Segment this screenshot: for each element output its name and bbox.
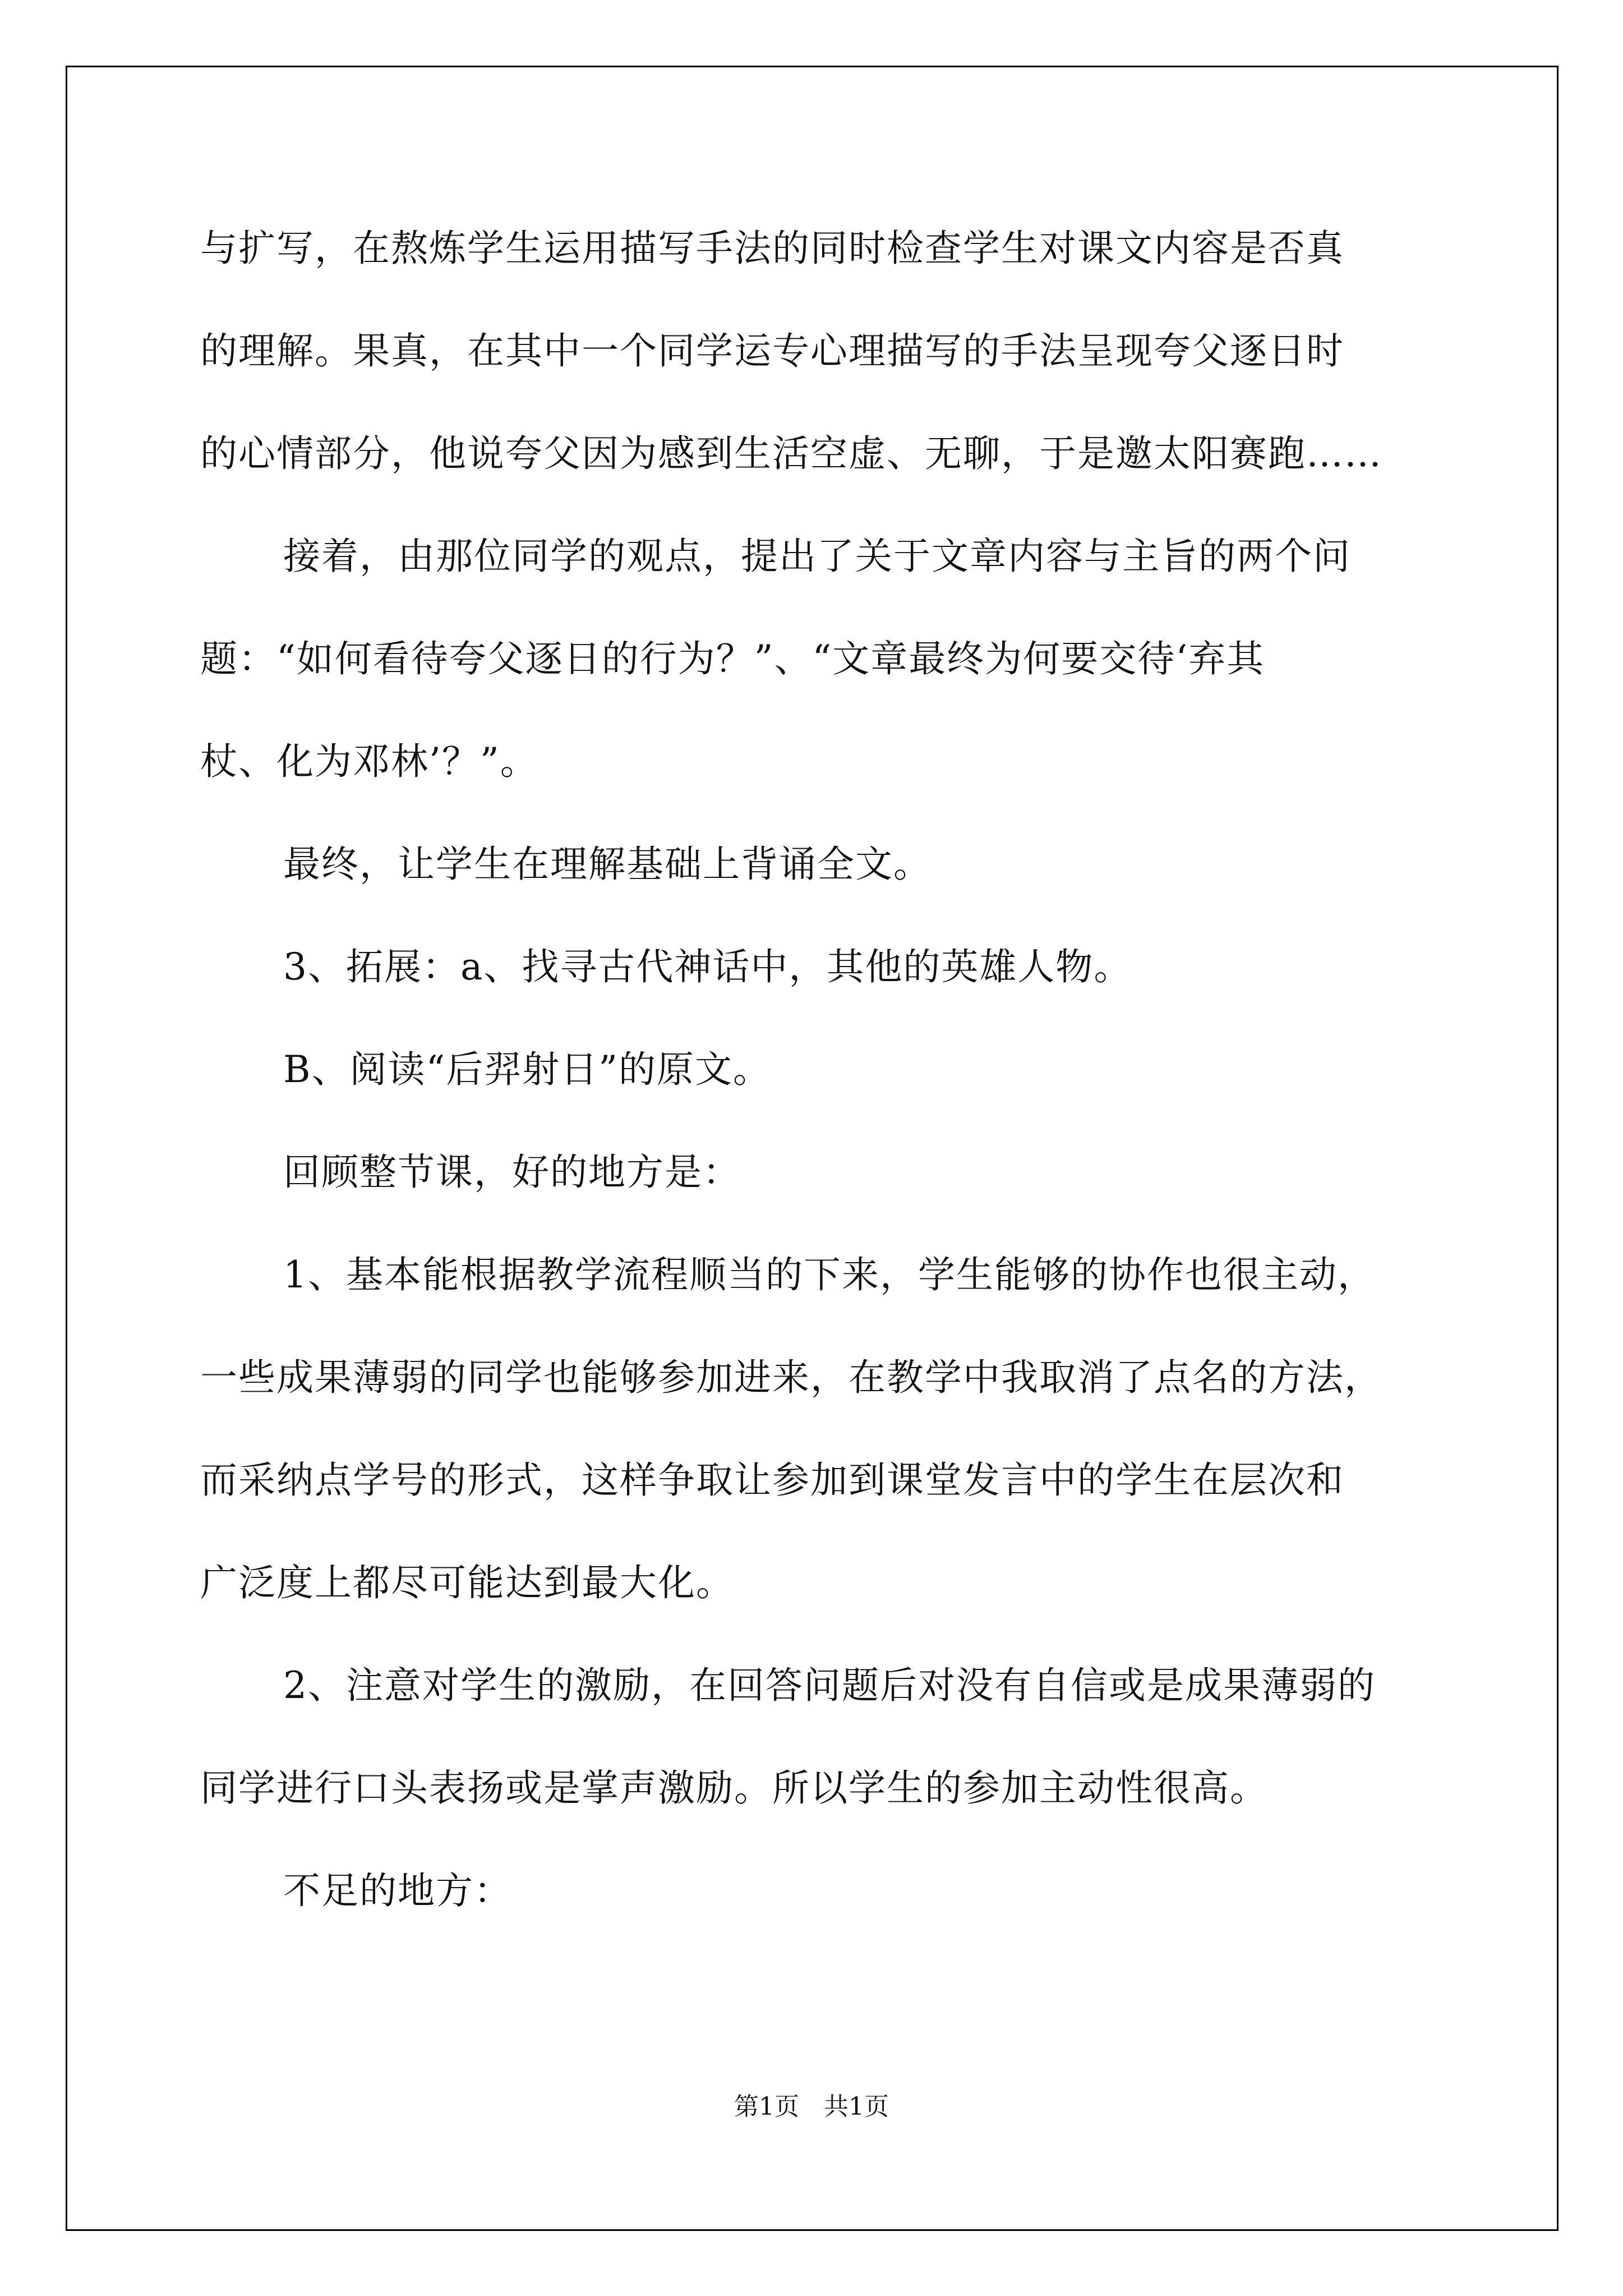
paragraph-start-line: B、阅读“后羿射日”的原文。 [283, 1048, 771, 1091]
text-line: 而采纳点学号的形式，这样争取让参加到课堂发言中的学生在层次和 [200, 1458, 1344, 1502]
text-line: 的心情部分，他说夸父因为感到生活空虚、无聊，于是邀太阳赛跑…… [200, 432, 1382, 475]
text-line: 题：“如何看待夸父逐日的行为？”、“文章最终为何要交待‘弃其 [200, 637, 1265, 680]
paragraph-start-line: 接着，由那位同学的观点，提出了关于文章内容与主旨的两个问 [283, 535, 1351, 578]
paragraph-start-line: 不足的地方： [283, 1869, 512, 1912]
paragraph-start-line: 2、注意对学生的激励，在回答问题后对没有自信或是成果薄弱的 [283, 1664, 1376, 1707]
text-line: 同学进行口头表扬或是掌声激励。所以学生的参加主动性很高。 [200, 1766, 1268, 1810]
paragraph-start-line: 3、拓展：a、找寻古代神话中，其他的英雄人物。 [283, 945, 1132, 988]
text-line: 杖、化为邓林’？”。 [200, 740, 538, 783]
text-line: 的理解。果真，在其中一个同学运专心理描写的手法呈现夸父逐日时 [200, 329, 1344, 372]
text-line: 与扩写，在熬炼学生运用描写手法的同时检查学生对课文内容是否真 [200, 227, 1344, 270]
page-footer: 第1页 共1页 [734, 2092, 889, 2121]
text-line: 广泛度上都尽可能达到最大化。 [200, 1561, 734, 1604]
paragraph-start-line: 最终，让学生在理解基础上背诵全文。 [283, 843, 932, 886]
paragraph-start-line: 回顾整节课，好的地方是： [283, 1151, 741, 1194]
paragraph-start-line: 1、基本能根据教学流程顺当的下来，学生能够的协作也很主动， [283, 1253, 1376, 1296]
text-line: 一些成果薄弱的同学也能够参加进来，在教学中我取消了点名的方法， [200, 1356, 1382, 1399]
